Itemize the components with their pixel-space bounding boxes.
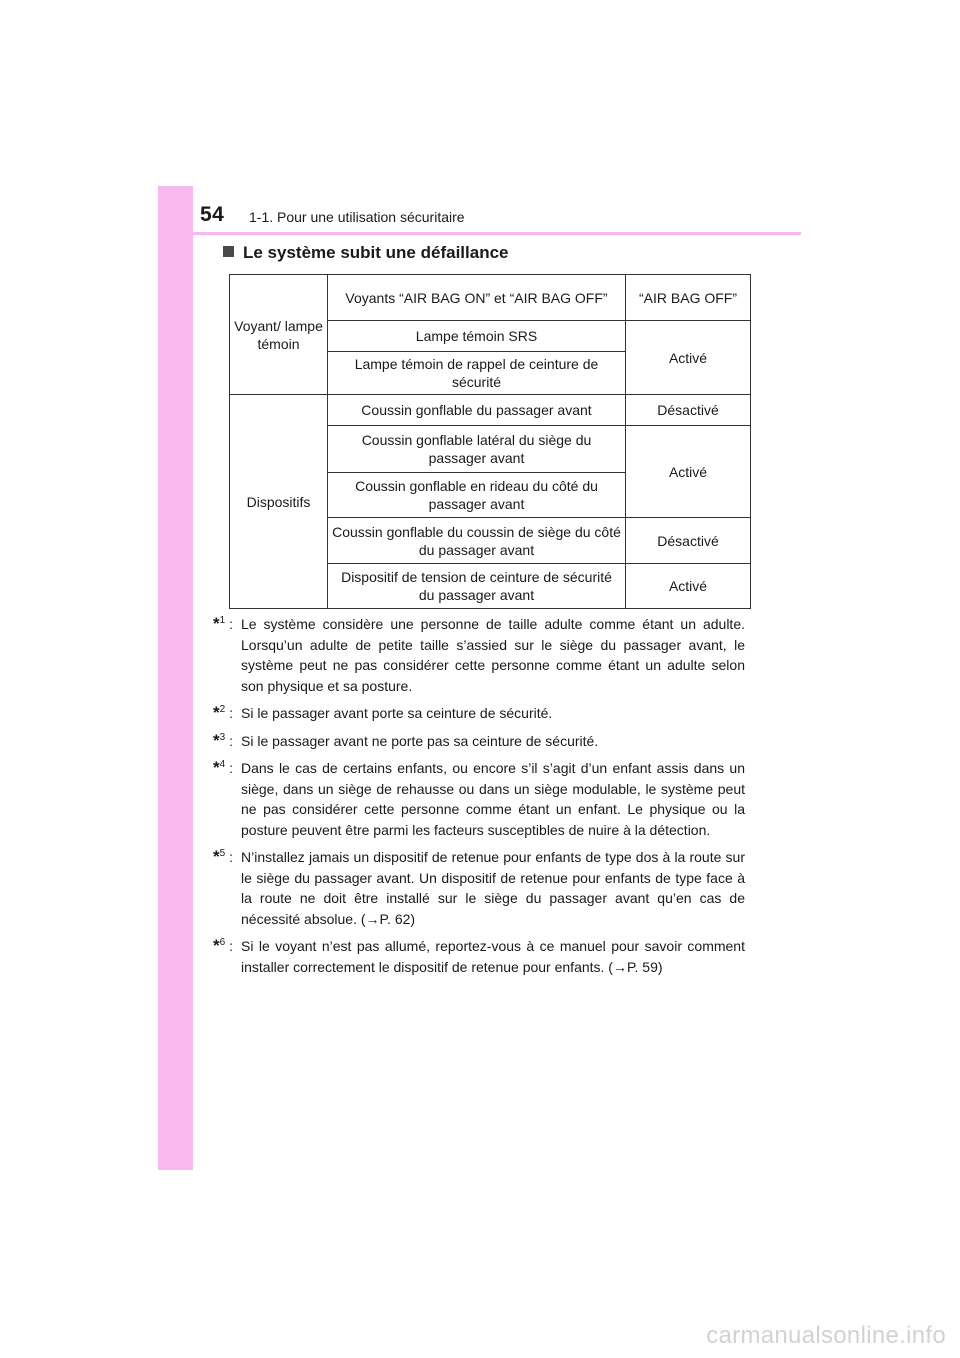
table-cell-state: Activé xyxy=(626,426,751,518)
table-header-cell: Voyants “AIR BAG ON” et “AIR BAG OFF” xyxy=(328,275,626,321)
footnote-text: Si le passager avant ne porte pas sa ceinture de sécurité. xyxy=(241,732,599,749)
table-cell-state: Activé xyxy=(626,564,751,609)
footnotes xyxy=(213,614,745,984)
table-cell-state: Activé xyxy=(626,321,751,395)
running-header: 1-1. Pour une utilisation sécuritaire xyxy=(249,209,465,225)
footnote-text: Dans le cas de certains enfants, ou encore s’il s’agit d’un enfant assis dans un siège, dans un siège de rehausse ou dans un siège modulable, le système peut ne pas considérer cette personne comme étant un enfant. Le physique ou la posture peuvent être parmi les facteurs susceptibles de nuire à la détection. xyxy=(241,760,745,838)
page-number: 54 xyxy=(200,203,225,226)
table-cell-item: Coussin gonflable latéral du siège du passager avant xyxy=(328,426,626,473)
table-group-label: Dispositifs xyxy=(230,395,328,609)
table-cell-item: Coussin gonflable du coussin de siège du côté du passager avant xyxy=(328,518,626,564)
footnote xyxy=(213,758,745,840)
table-cell-item: Lampe témoin SRS xyxy=(328,321,626,352)
table-group-label: Voyant/ lampe témoin xyxy=(230,275,328,395)
table-cell-item: Lampe témoin de rappel de ceinture de sécurité xyxy=(328,352,626,395)
table-cell-item: Dispositif de tension de ceinture de sécurité du passager avant xyxy=(328,564,626,609)
footnote-marker: *$^2$ : xyxy=(213,703,233,722)
section-title-text: Le système subit une défaillance xyxy=(243,243,509,262)
status-table xyxy=(229,274,751,609)
footnote-marker: *$^6$ : xyxy=(213,936,233,955)
square-bullet-icon xyxy=(223,246,234,257)
footnote xyxy=(213,847,745,929)
table-cell-state: Désactivé xyxy=(626,395,751,426)
watermark[interactable]: carmanualsonline.info xyxy=(706,1322,946,1349)
footnote xyxy=(213,614,745,696)
footnote xyxy=(213,703,745,724)
table-cell-state: Désactivé xyxy=(626,518,751,564)
footnote-marker: *$^1$ : xyxy=(213,614,233,633)
footnote-marker: *$^5$ : xyxy=(213,847,233,866)
footnote-text: Si le voyant n’est pas allumé, reportez-vous à ce manuel pour savoir comment installer correctement le dispositif de retenue pour enfants. (→P. 59) xyxy=(241,938,745,975)
table-cell-item: Coussin gonflable en rideau du côté du passager avant xyxy=(328,473,626,518)
footnote-text: Si le passager avant porte sa ceinture de sécurité. xyxy=(241,705,553,721)
footnote-marker: *$^4$ : xyxy=(213,758,233,777)
footnote-marker: *$^3$ : xyxy=(213,730,233,750)
table-row xyxy=(230,275,751,321)
table-row xyxy=(230,395,751,426)
header-rule xyxy=(193,232,801,235)
footnote-text: N’installez jamais un dispositif de retenue pour enfants de type dos à la route sur le siège du passager avant. Un dispositif de retenue pour enfants de type face à la route ne doit être installé sur le siège du passager avant qu’en cas de nécessité absolue. (→P. 62) xyxy=(241,849,745,927)
footnote-text: Le système considère une personne de taille adulte comme étant un adulte. Lorsqu’un adulte de petite taille s’assied sur le siège du passager avant, le système peut ne pas considérer cette personne comme étant un adulte selon son physique et sa posture. xyxy=(241,616,745,694)
chapter-sidebar-tab xyxy=(158,186,193,1170)
footnote xyxy=(213,731,745,752)
table-cell-item: Coussin gonflable du passager avant xyxy=(328,395,626,426)
section-title xyxy=(223,243,508,263)
footnote xyxy=(213,936,745,977)
table-header-cell: “AIR BAG OFF” xyxy=(626,275,751,321)
